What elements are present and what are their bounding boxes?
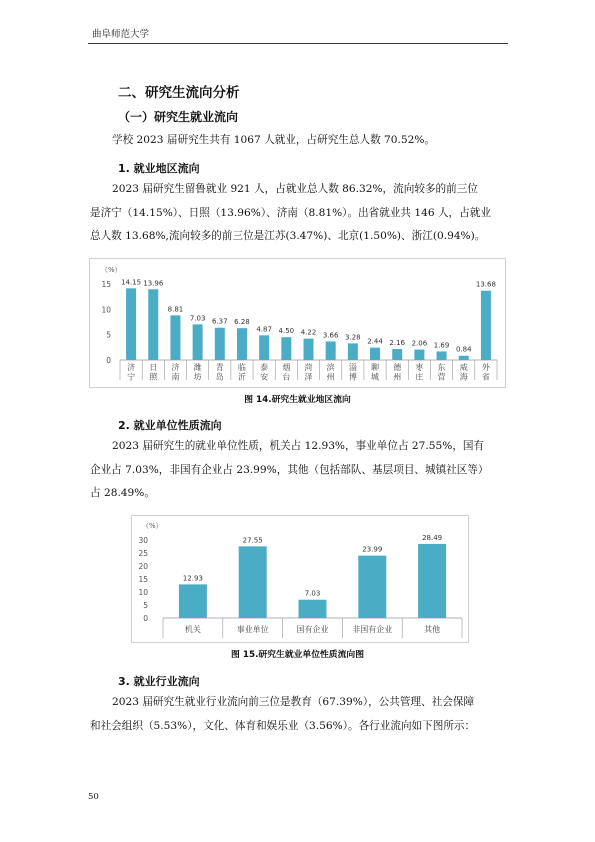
bar-value-label: 13.68 — [475, 280, 496, 289]
industry-line-1: 2023 届研究生就业行业流向前三位是教育（67.39%），公共管理、社会保障 — [112, 696, 475, 708]
region-chart-svg — [90, 259, 505, 387]
bar-value-label: 6.37 — [211, 317, 228, 326]
region-line-3: 总人数 13.68%,流向较多的前三位是江苏(3.47%)、北京(1.50%)、浙江(0.94%)。 — [90, 230, 486, 242]
bar — [215, 328, 225, 360]
x-category-label: 聊 — [371, 363, 380, 372]
x-category-label: 枣 — [415, 363, 424, 372]
section-title: 二、研究生流向分析 — [118, 85, 240, 101]
bar-value-label: 4.87 — [256, 325, 272, 334]
unit-line-3: 占 28.49%。 — [90, 487, 155, 499]
unit-heading: 2. 就业单位性质流向 — [118, 419, 222, 432]
x-category-label: 非国有企业 — [352, 625, 393, 634]
bar — [459, 356, 469, 360]
x-category-label: 城 — [371, 372, 380, 382]
bar — [418, 544, 446, 618]
bar — [299, 600, 327, 618]
section-subtitle: （一）研究生就业流向 — [118, 110, 239, 124]
unit-chart-svg — [132, 516, 468, 642]
x-category-label: 州 — [393, 372, 402, 382]
x-category-label: 威 — [459, 363, 468, 372]
x-category-label: 海 — [459, 372, 468, 382]
bar-value-label: 3.28 — [345, 333, 361, 342]
region-line-1: 2023 届研究生留鲁就业 921 人，占就业总人数 86.32%，流向较多的前三位 — [112, 183, 478, 195]
x-category-label: 烟 — [282, 363, 291, 372]
bar-value-label: 2.16 — [389, 339, 406, 348]
x-category-label: 南 — [171, 372, 180, 382]
x-category-label: 德 — [393, 363, 402, 372]
bar — [237, 328, 247, 360]
x-category-label: 岛 — [215, 372, 224, 382]
bar-value-label: 2.44 — [367, 337, 383, 346]
bar — [193, 324, 203, 360]
x-category-label: 淄 — [348, 363, 357, 372]
industry-heading: 3. 就业行业流向 — [118, 675, 200, 688]
unit-paragraph — [90, 435, 520, 506]
bar-value-label: 28.49 — [422, 533, 443, 542]
bar — [348, 343, 358, 360]
y-tick-label: 0 — [143, 614, 148, 623]
x-category-label: 济 — [127, 363, 136, 372]
bar — [326, 341, 336, 360]
x-category-label: 菏 — [304, 363, 313, 372]
x-category-label: 滨 — [326, 363, 335, 372]
industry-paragraph — [90, 691, 520, 738]
x-category-label: 青 — [215, 363, 224, 372]
y-tick-label: 25 — [138, 549, 148, 558]
x-category-label: 台 — [282, 372, 291, 382]
bar — [481, 291, 491, 360]
x-category-label: 州 — [326, 372, 335, 382]
unit-line-1: 2023 届研究生的就业单位性质，机关占 12.93%，事业单位占 27.55%，国有 — [112, 440, 485, 452]
x-category-label: 省 — [481, 372, 490, 382]
bar-value-label: 3.66 — [322, 331, 339, 340]
y-tick-label: 5 — [143, 601, 148, 610]
x-category-label: 庄 — [415, 372, 424, 382]
region-heading: 1. 就业地区流向 — [118, 162, 200, 175]
bar — [179, 584, 207, 618]
running-header: 曲阜师范大学 — [92, 29, 150, 40]
bar — [126, 288, 136, 360]
bar-value-label: 2.06 — [411, 339, 428, 348]
bar-value-label: 4.50 — [278, 327, 295, 336]
bar — [170, 315, 180, 360]
bar-value-label: 4.22 — [300, 328, 317, 337]
x-category-label: 照 — [149, 372, 158, 382]
unit-chart — [131, 515, 469, 643]
y-tick-label: 5 — [106, 330, 111, 340]
x-category-label: 宁 — [127, 372, 136, 382]
intro-line: 学校 2023 届研究生共有 1067 人就业，占研究生总人数 70.52%。 — [112, 134, 436, 146]
y-tick-label: 20 — [138, 562, 148, 571]
y-tick-label: 30 — [138, 536, 148, 545]
bar — [239, 546, 267, 618]
region-paragraph — [90, 178, 520, 249]
bar-value-label: 12.93 — [182, 574, 203, 583]
bar — [370, 348, 380, 360]
y-unit-label: （%） — [101, 266, 122, 274]
x-category-label: 坊 — [193, 372, 202, 382]
bar-value-label: 8.81 — [167, 305, 184, 314]
unit-line-2: 企业占 7.03%，非国有企业占 23.99%，其他（包括部队、基层项目、城镇社区等） — [90, 463, 489, 476]
region-chart — [89, 258, 506, 388]
x-category-label: 泰 — [260, 363, 269, 372]
bar-value-label: 27.55 — [242, 536, 263, 545]
bar-value-label: 23.99 — [362, 545, 383, 554]
x-category-label: 泽 — [304, 372, 313, 382]
bar-value-label: 0.84 — [455, 345, 472, 354]
header-divider — [88, 43, 508, 44]
x-category-label: 日 — [149, 363, 158, 372]
y-unit-label: （%） — [142, 522, 163, 530]
bar-value-label: 6.28 — [234, 318, 250, 327]
y-tick-label: 15 — [138, 575, 148, 584]
bar-value-label: 14.15 — [121, 278, 142, 287]
region-line-2: 是济宁（14.15%）、日照（13.96%）、济南（8.81%）。出省就业共 146 人，占就业 — [90, 206, 491, 219]
y-tick-label: 15 — [101, 280, 111, 289]
unit-chart-caption: 图 15.研究生就业单位性质流向图 — [230, 650, 364, 660]
x-category-label: 博 — [348, 372, 357, 382]
x-category-label: 沂 — [237, 372, 246, 382]
bar — [304, 339, 314, 360]
bar-value-label: 7.03 — [189, 314, 206, 323]
x-category-label: 潍 — [193, 363, 202, 372]
bar-value-label: 1.69 — [433, 341, 450, 350]
y-tick-label: 10 — [101, 305, 111, 315]
region-chart-caption: 图 14.研究生就业地区流向 — [244, 395, 351, 405]
bar — [392, 349, 402, 360]
bar — [281, 337, 291, 360]
industry-line-2: 和社会组织（5.53%），文化、体育和娱乐业（3.56%）。各行业流向如下图所示： — [90, 719, 476, 732]
bar — [437, 351, 447, 360]
x-category-label: 事业单位 — [236, 625, 269, 634]
x-category-label: 临 — [237, 363, 246, 372]
x-category-label: 东 — [437, 363, 446, 372]
bar — [259, 335, 269, 360]
x-category-label: 机关 — [184, 625, 201, 634]
intro-paragraph — [90, 129, 520, 153]
bar — [148, 289, 158, 360]
bar — [414, 350, 424, 360]
x-category-label: 济 — [171, 363, 180, 372]
x-category-label: 国有企业 — [296, 625, 329, 634]
bar-value-label: 7.03 — [304, 589, 321, 598]
x-category-label: 营 — [437, 372, 446, 382]
x-category-label: 其他 — [424, 625, 441, 634]
y-tick-label: 0 — [106, 356, 111, 365]
x-category-label: 安 — [260, 372, 269, 382]
page-number: 50 — [88, 792, 99, 802]
y-tick-label: 10 — [138, 588, 148, 597]
bar-value-label: 13.96 — [143, 279, 164, 288]
x-category-label: 外 — [481, 363, 490, 372]
bar — [358, 556, 386, 618]
